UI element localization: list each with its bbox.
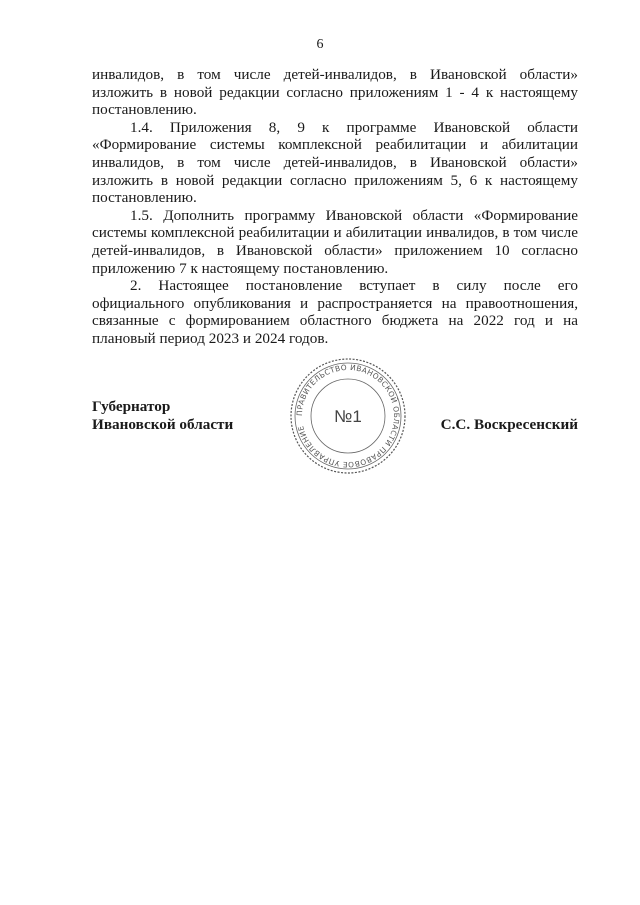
page-number: 6 [316,37,324,52]
position-line-2: Ивановской области [92,415,234,433]
official-seal-stamp [288,356,408,476]
seal-number: №1 [334,407,362,426]
paragraph-1-5: 1.5. Дополнить программу Ивановской области «Формирование системы комплексной реабилитации и абилитации инвалидов, в том числе детей-инвалидов, в Ивановской области» приложением 10 согласно приложению 7 к настоящему постановлению. [92,206,578,277]
document-body [92,66,578,348]
signatory-position [92,398,233,433]
seal-ring-text: ПРАВИТЕЛЬСТВО ИВАНОВСКОЙ ОБЛАСТИ ПРАВОВОЕ УПРАВЛЕНИЕ [294,362,402,470]
position-line-1: Губернатор [92,398,171,415]
paragraph-1-4: 1.4. Приложения 8, 9 к программе Ивановской области «Формирование системы комплексной реабилитации и абилитации инвалидов, в том числе детей-инвалидов, в Ивановской области» изложить в новой редакции согласно приложениям 5, 6 к настоящему постановлению. [92,118,578,207]
paragraph-continuation: инвалидов, в том числе детей-инвалидов, в Ивановской области» изложить в новой редакции согласно приложениям 1 - 4 к настоящему постановлению. [92,66,578,119]
paragraph-2: 2. Настоящее постановление вступает в силу после его официального опубликования и распространяется на правоотношения, связанные с формированием областного бюджета на 2022 год и на плановый период 2023 и 2024 годов. [92,277,578,347]
signatory-name: С.С. Воскресенский [440,416,578,433]
